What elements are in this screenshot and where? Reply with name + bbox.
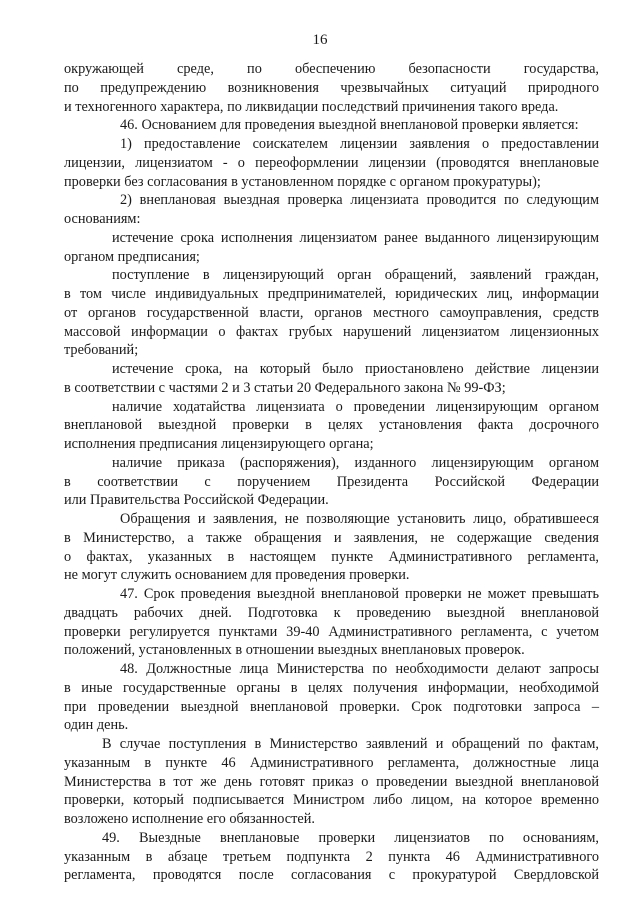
text-line: указанным в абзаце третьем подпункта 2 пункта 46 Административного <box>64 848 599 865</box>
text-line: положений, установленных в отношении выездных внеплановых проверок. <box>64 642 525 659</box>
text-line: двадцать рабочих дней. Подготовка к проведению выездной внеплановой <box>64 604 599 621</box>
text-line: или Правительства Российской Федерации. <box>64 492 329 509</box>
text-line: В случае поступления в Министерство заявлений и обращений по фактам, <box>102 736 599 752</box>
text-line: лицензии, лицензиатом - о переоформлении лицензии (проводятся внеплановые <box>64 154 599 171</box>
text-line: в соответствии с частями 2 и 3 статьи 20 Федерального закона № 99-ФЗ; <box>64 379 506 396</box>
text-line: 48. Должностные лица Министерства по необходимости делают запросы <box>120 661 599 677</box>
text-line: проверки регулируется пунктами 39-40 Административного регламента, с учетом <box>64 623 599 640</box>
text-line: о фактах, указанных в настоящем пункте Административного регламента, <box>64 548 599 565</box>
page-number: 16 <box>312 32 328 48</box>
text-line: поступление в лицензирующий орган обращений, заявлений граждан, <box>112 267 599 284</box>
text-line: указанным в пункте 46 Административного регламента, должностные лица <box>64 754 599 771</box>
text-line: в том числе индивидуальных предпринимателей, юридических лиц, информации <box>64 286 599 302</box>
text-line: органом предписания; <box>64 248 200 265</box>
text-line: проверки, который подписывается Министром либо лицом, на которое временно <box>64 792 599 809</box>
text-line: наличие ходатайства лицензиата о проведении лицензирующим органом <box>112 398 599 415</box>
text-line: 46. Основанием для проведения выездной внеплановой проверки является: <box>120 117 579 134</box>
text-line: в Министерство, а также обращения и заявления, не содержащие сведения <box>64 529 599 546</box>
text-line: 47. Срок проведения выездной внеплановой проверки не может превышать <box>120 586 599 602</box>
text-line: и техногенного характера, по ликвидации последствий причинения такого вреда. <box>64 98 559 115</box>
text-line: окружающей среде, по обеспечению безопасности государства, <box>64 61 599 77</box>
text-line: проверки без согласования в установленном порядке с органом прокуратуры); <box>64 173 541 190</box>
text-line: по предупреждению возникновения чрезвычайных ситуаций природного <box>64 79 599 96</box>
text-line: 1) предоставление соискателем лицензии заявления о предоставлении <box>120 136 599 152</box>
text-line: основаниям: <box>64 211 141 227</box>
text-line: от органов государственной власти, органов местного самоуправления, средств <box>64 304 599 321</box>
document-body <box>64 60 599 885</box>
text-line: 2) внеплановая выездная проверка лицензиата проводится по следующим <box>120 192 599 209</box>
text-line: истечение срока, на который было приостановлено действие лицензии <box>112 361 599 377</box>
text-line: возложено исполнение его обязанностей. <box>64 811 315 827</box>
text-line: при проведении выездной внеплановой проверки. Срок подготовки запроса – <box>64 698 599 715</box>
text-line: внеплановой выездной проверки в целях установления факта досрочного <box>64 417 599 434</box>
text-line: истечение срока исполнения лицензиатом ранее выданного лицензирующим <box>112 229 599 246</box>
text-line: не могут служить основанием для проведения проверки. <box>64 567 410 584</box>
text-line: Обращения и заявления, не позволяющие установить лицо, обратившееся <box>120 511 599 527</box>
text-line: исполнения предписания лицензирующего органа; <box>64 436 374 452</box>
text-line: регламента, проводятся после согласования с прокуратурой Свердловской <box>64 867 599 884</box>
text-line: массовой информации о фактах грубых нарушений лицензиатом лицензионных <box>64 323 599 340</box>
text-line: в соответствии с поручением Президента Российской Федерации <box>64 473 599 490</box>
text-line: в иные государственные органы в целях получения информации, необходимой <box>64 679 599 696</box>
text-line: наличие приказа (распоряжения), изданного лицензирующим органом <box>112 454 599 471</box>
text-line: 49. Выездные внеплановые проверки лицензиатов по основаниям, <box>102 829 599 846</box>
text-line: Министерства в тот же день готовят приказ о проведении выездной внеплановой <box>64 773 599 790</box>
text-line: требований; <box>64 342 139 359</box>
text-line: один день. <box>64 717 129 734</box>
